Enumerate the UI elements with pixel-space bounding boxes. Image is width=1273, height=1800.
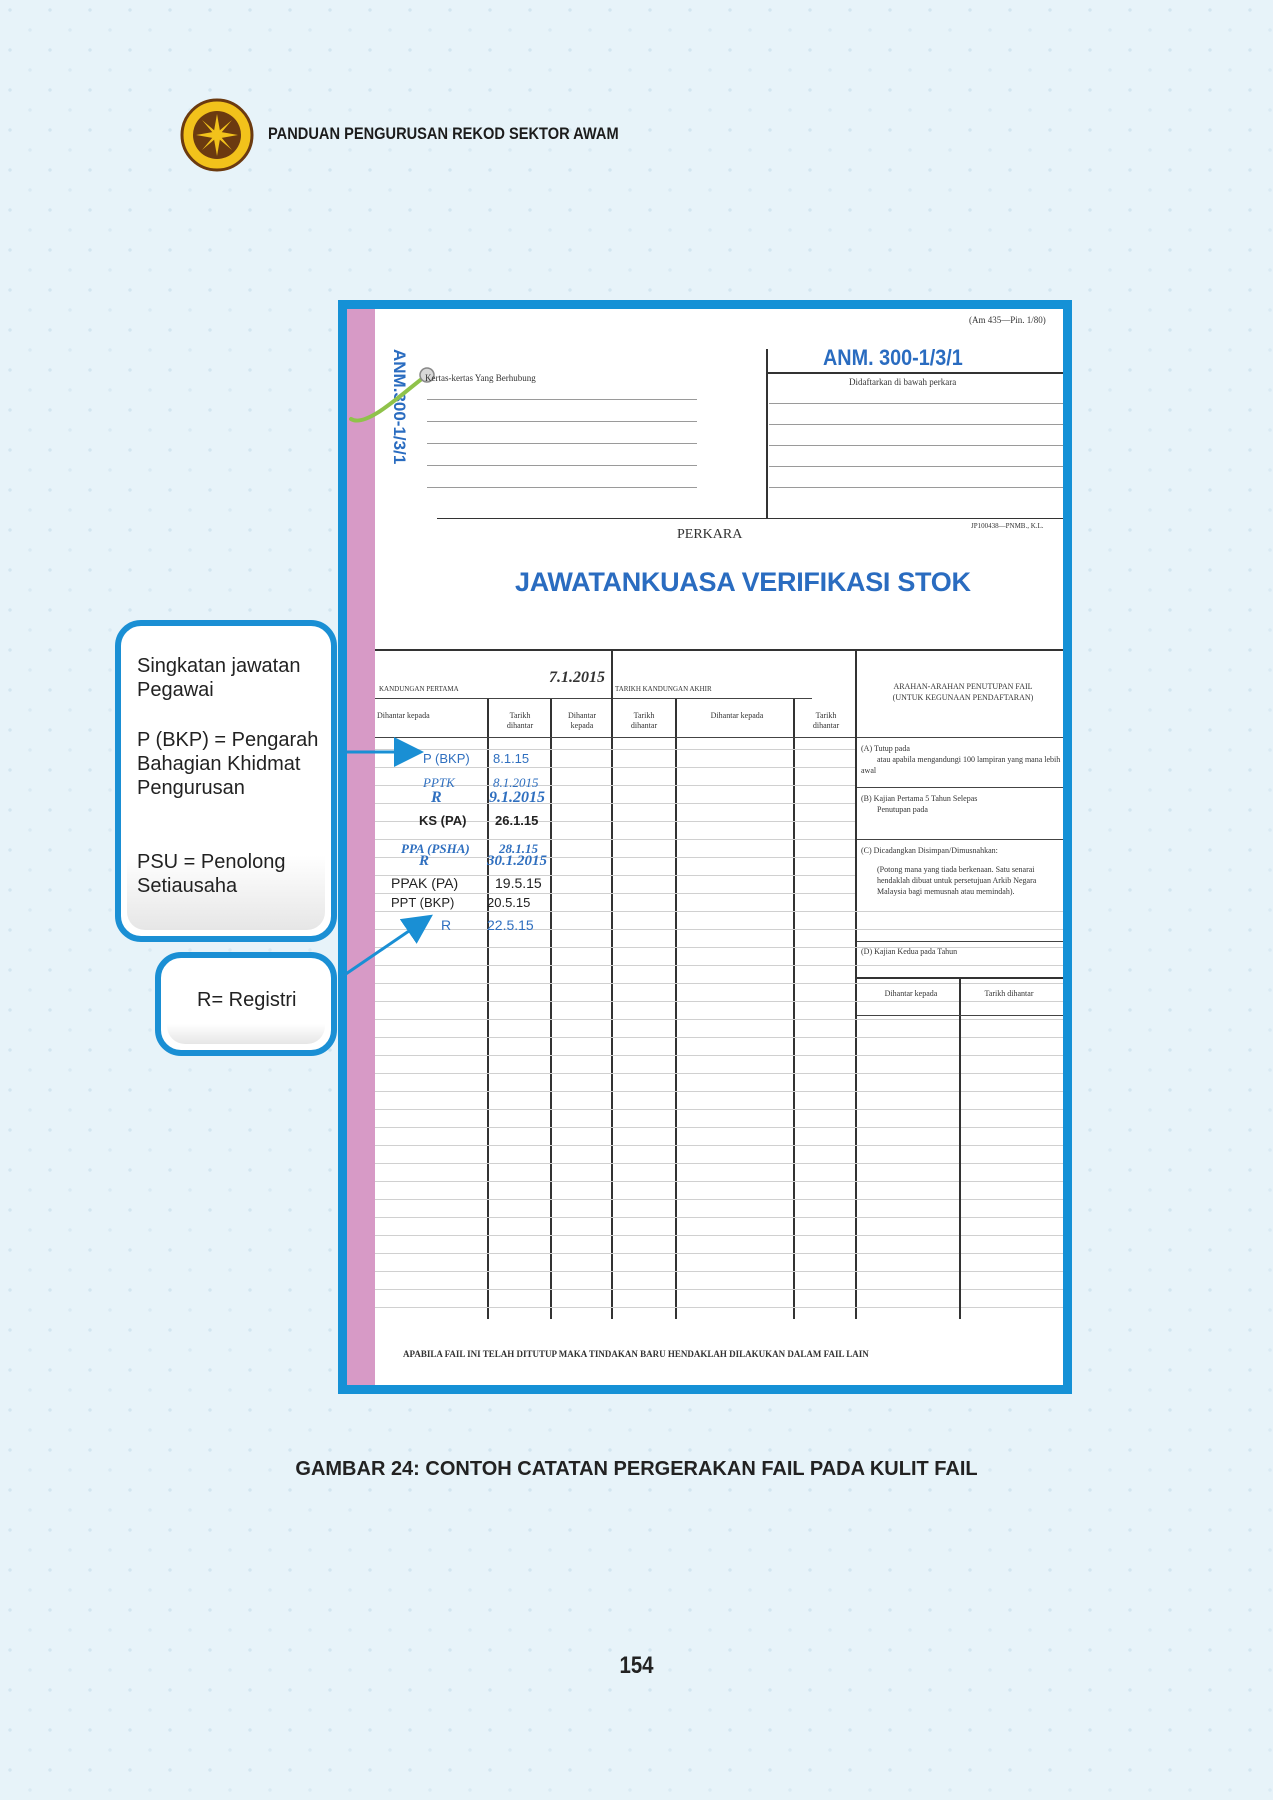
col-header-2: Tarikh dihantar [506, 711, 534, 730]
footer-note: APABILA FAIL INI TELAH DITUTUP MAKA TINDAKAN BARU HENDAKLAH DILAKUKAN DALAM FAIL LAIN [403, 1349, 869, 1359]
entry-5-date: 28.1.15 [499, 841, 538, 856]
page-number: 154 [619, 1652, 654, 1679]
file-number: ANM. 300-1/3/1 [823, 345, 963, 370]
entry-3-to: R [431, 789, 442, 806]
closing-title [865, 681, 1061, 703]
abbreviation-p-bkp: P (BKP) = Pengarah Bahagian Khidmat Pengurusan [137, 729, 319, 799]
col-header-3: Dihantar kepada [568, 711, 596, 730]
col-header-5: Dihantar kepada [710, 711, 764, 720]
closing-a [861, 743, 1061, 776]
government-crest-logo [180, 98, 254, 172]
abbreviation-psu: PSU = Penolong Setiausaha [137, 851, 286, 897]
file-cover-form [347, 309, 1063, 1385]
entry-7-to: PPAK (PA) [391, 875, 459, 891]
entry-9-to: R [441, 917, 452, 933]
entry-2-date: 8.1.2015 [493, 775, 539, 790]
closing-d: (D) Kajian Kedua pada Tahun [861, 947, 958, 956]
entry-6-date: 30.1.2015 [487, 853, 547, 869]
entry-4-to: KS (PA) [419, 813, 467, 828]
entry-1-to: P (BKP) [423, 751, 470, 766]
closing-b-body: Penutupan pada [877, 805, 928, 814]
registry-callout [155, 952, 337, 1056]
closing-b-title: (B) Kajian Pertama 5 Tahun Selepas [861, 794, 978, 803]
file-subject: JAWATANKUASA VERIFIKASI STOK [515, 567, 971, 597]
form-number: (Am 435—Pin. 1/80) [969, 315, 1046, 325]
file-cover-scan [338, 300, 1072, 1394]
closing-title-text: ARAHAN-ARAHAN PENUTUPAN FAIL [893, 682, 1033, 691]
col-header-1: Dihantar kepada [377, 711, 430, 720]
closing-b [861, 793, 1061, 815]
closing-c-title: (C) Dicadangkan Disimpan/Dimusnahkan: [861, 846, 998, 855]
entry-2-to: PPTK [423, 775, 455, 790]
abbreviation-callout [115, 620, 337, 942]
entry-6-to: R [419, 853, 430, 869]
first-content-label: KANDUNGAN PERTAMA [379, 685, 459, 693]
abbreviation-title: Singkatan jawatan Pegawai [137, 655, 301, 701]
entry-1-date: 8.1.15 [493, 751, 530, 766]
entry-8-date: 20.5.15 [487, 895, 531, 910]
registry-text: R= Registri [197, 989, 297, 1011]
closing-c-body: (Potong mana yang tiada berkenaan. Satu senarai hendaklah dibuat untuk persetujuan Arkib Negara Malaysia bagi memusnah atau memindah). [877, 865, 1037, 896]
col-header-4: Tarikh dihantar [630, 711, 658, 730]
last-content-label: TARIKH KANDUNGAN AKHIR [615, 685, 712, 693]
entry-4-date: 26.1.15 [495, 813, 539, 828]
closing-a-body: atau apabila mengandungi 100 lampiran yang mana lebih awal [861, 755, 1061, 775]
file-number-spine: ANM.300-1/3/1 [390, 349, 409, 465]
col-header-6: Tarikh dihantar [812, 711, 840, 730]
first-content-date: 7.1.2015 [549, 669, 605, 686]
registered-under-label: Didaftarkan di bawah perkara [849, 377, 957, 387]
document-header-title: PANDUAN PENGURUSAN REKOD SEKTOR AWAM [268, 124, 619, 143]
entry-3-date: 9.1.2015 [489, 789, 545, 806]
closing-col-header-1: Dihantar kepada [884, 989, 938, 998]
file-spine-strip [347, 309, 375, 1385]
entry-7-date: 19.5.15 [495, 875, 542, 891]
entry-5-to: PPA (PSHA) [401, 841, 470, 856]
perkara-label: PERKARA [677, 527, 743, 542]
closing-c [861, 845, 1061, 897]
entry-9-date: 22.5.15 [487, 917, 534, 933]
related-papers-label: Kertas-kertas Yang Berhubung [425, 373, 536, 383]
entry-8-to: PPT (BKP) [391, 895, 455, 910]
figure-caption: GAMBAR 24: CONTOH CATATAN PERGERAKAN FAIL PADA KULIT FAIL [295, 1458, 978, 1480]
closing-subtitle-text: (UNTUK KEGUNAAN PENDAFTARAN) [892, 693, 1034, 702]
paper-clip-icon [347, 349, 437, 429]
closing-col-header-2: Tarikh dihantar [984, 989, 1034, 998]
printer-code: JP100438—PNMB., K.L. [971, 522, 1044, 530]
closing-a-title: (A) Tutup pada [861, 744, 910, 753]
